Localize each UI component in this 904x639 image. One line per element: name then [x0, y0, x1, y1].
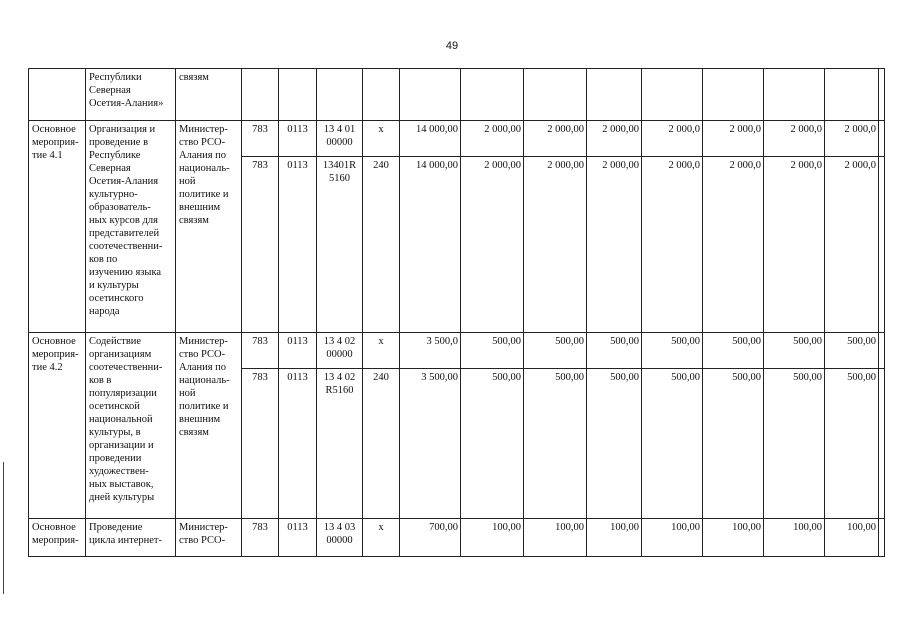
executor-cell: Министер- ство РСО- Алания по националь- ной политике и внешним связям [176, 121, 242, 333]
page-number: 49 [445, 40, 459, 52]
vr-cell: 240 [363, 157, 400, 333]
grbs-cell: 783 [242, 333, 279, 369]
year-amount-cell: 100,00 [703, 519, 764, 557]
year-amount-cell: 2 000,0 [825, 157, 879, 333]
year-amount-cell: 500,00 [825, 333, 879, 369]
grbs-cell: 783 [242, 121, 279, 157]
year-amount-cell: 100,00 [587, 519, 642, 557]
year-amount-cell: 2 000,00 [461, 121, 524, 157]
year-amount-cell: 500,00 [764, 369, 825, 519]
executor-cell: Министер- ство РСО- Алания по националь- ной политике и внешним связям [176, 333, 242, 519]
vr-cell: x [363, 333, 400, 369]
year-amount-cell: 500,00 [764, 333, 825, 369]
year-amount-cell: 500,00 [587, 369, 642, 519]
measure-name-cell: Проведение цикла интернет- [86, 519, 176, 557]
csr-cell: 13 4 03 00000 [317, 519, 363, 557]
year-amount-cell: 500,00 [642, 333, 703, 369]
table-row [29, 121, 885, 157]
grbs-cell: 783 [242, 369, 279, 519]
year-amount-cell: 100,00 [461, 519, 524, 557]
measure-name-cell: Республики Северная Осетия-Алания» [86, 69, 176, 121]
year-amount-cell [764, 69, 825, 121]
grbs-cell: 783 [242, 157, 279, 333]
total-amount-cell: 3 500,0 [400, 333, 461, 369]
year-amount-cell: 2 000,0 [764, 121, 825, 157]
year-amount-cell [879, 519, 885, 557]
year-amount-cell: 500,00 [524, 369, 587, 519]
csr-cell: 13 4 02 R5160 [317, 369, 363, 519]
year-amount-cell [879, 333, 885, 369]
year-amount-cell: 500,00 [703, 369, 764, 519]
year-amount-cell [879, 369, 885, 519]
rzpr-cell: 0113 [279, 333, 317, 369]
grbs-cell: 783 [242, 519, 279, 557]
total-amount-cell: 14 000,00 [400, 157, 461, 333]
vr-cell: x [363, 519, 400, 557]
rzpr-cell [279, 69, 317, 121]
total-amount-cell [400, 69, 461, 121]
executor-cell: связям [176, 69, 242, 121]
table-row [29, 69, 885, 121]
year-amount-cell: 2 000,0 [703, 157, 764, 333]
year-amount-cell: 2 000,00 [524, 121, 587, 157]
year-amount-cell [461, 69, 524, 121]
scan-edge-mark [3, 462, 4, 594]
year-amount-cell: 500,00 [461, 369, 524, 519]
vr-cell: x [363, 121, 400, 157]
measure-name-cell: Организация и проведение в Республике Северная Осетия-Алания культурно- образователь- ных курсов для представителей соотечественни- ков по изучению языка и культуры осетинского народа [86, 121, 176, 333]
total-amount-cell: 3 500,00 [400, 369, 461, 519]
measure-code-cell: Основное мероприя- [29, 519, 86, 557]
vr-cell [363, 69, 400, 121]
year-amount-cell: 2 000,0 [642, 121, 703, 157]
year-amount-cell [524, 69, 587, 121]
year-amount-cell: 2 000,00 [524, 157, 587, 333]
year-amount-cell: 100,00 [825, 519, 879, 557]
year-amount-cell: 500,00 [587, 333, 642, 369]
year-amount-cell: 500,00 [524, 333, 587, 369]
budget-table [28, 68, 885, 557]
year-amount-cell: 100,00 [764, 519, 825, 557]
measure-code-cell: Основное мероприя- тие 4.1 [29, 121, 86, 333]
table-row [29, 333, 885, 369]
rzpr-cell: 0113 [279, 519, 317, 557]
year-amount-cell: 500,00 [703, 333, 764, 369]
measure-name-cell: Содействие организациям соотечественни- ков в популяризации осетинской национальной культуры, в организации и проведении художествен- ных выставок, дней культуры [86, 333, 176, 519]
year-amount-cell: 2 000,0 [825, 121, 879, 157]
year-amount-cell [879, 69, 885, 121]
year-amount-cell [642, 69, 703, 121]
year-amount-cell: 500,00 [825, 369, 879, 519]
csr-cell: 13 4 01 00000 [317, 121, 363, 157]
year-amount-cell [825, 69, 879, 121]
rzpr-cell: 0113 [279, 121, 317, 157]
year-amount-cell: 500,00 [642, 369, 703, 519]
year-amount-cell: 100,00 [642, 519, 703, 557]
total-amount-cell: 700,00 [400, 519, 461, 557]
grbs-cell [242, 69, 279, 121]
csr-cell: 13 4 02 00000 [317, 333, 363, 369]
year-amount-cell: 2 000,0 [703, 121, 764, 157]
csr-cell: 13401R 5160 [317, 157, 363, 333]
rzpr-cell: 0113 [279, 369, 317, 519]
executor-cell: Министер- ство РСО- [176, 519, 242, 557]
year-amount-cell [879, 157, 885, 333]
year-amount-cell [703, 69, 764, 121]
year-amount-cell [587, 69, 642, 121]
csr-cell [317, 69, 363, 121]
table-row [29, 519, 885, 557]
year-amount-cell: 2 000,00 [461, 157, 524, 333]
year-amount-cell: 2 000,00 [587, 157, 642, 333]
year-amount-cell: 100,00 [524, 519, 587, 557]
total-amount-cell: 14 000,00 [400, 121, 461, 157]
year-amount-cell: 2 000,0 [642, 157, 703, 333]
vr-cell: 240 [363, 369, 400, 519]
rzpr-cell: 0113 [279, 157, 317, 333]
year-amount-cell: 2 000,00 [587, 121, 642, 157]
year-amount-cell: 500,00 [461, 333, 524, 369]
measure-code-cell: Основное мероприя- тие 4.2 [29, 333, 86, 519]
year-amount-cell: 2 000,0 [764, 157, 825, 333]
year-amount-cell [879, 121, 885, 157]
measure-code-cell [29, 69, 86, 121]
